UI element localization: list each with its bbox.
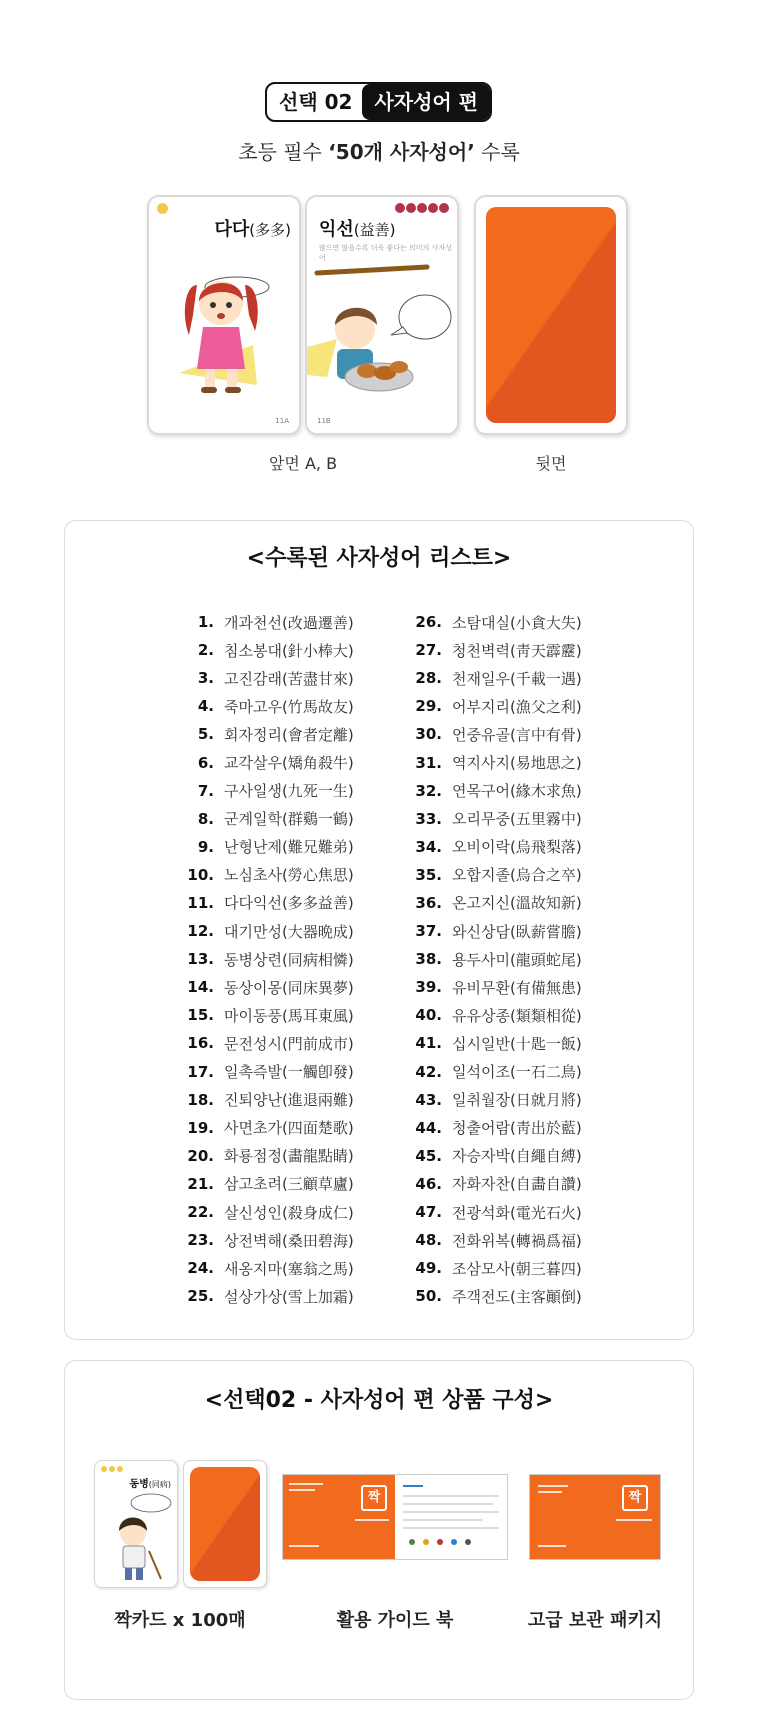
list-item — [180, 777, 354, 805]
list-item-idiom: 살신성인(殺身成仁) — [224, 1203, 354, 1222]
list-item-number: 3. — [197, 669, 214, 688]
badge-right: 사자성어 편 — [362, 84, 490, 120]
list-item — [408, 917, 582, 945]
list-item — [408, 1058, 582, 1086]
guide-book-page — [395, 1475, 507, 1559]
list-item-idiom: 다다익선(多多益善) — [224, 894, 354, 913]
list-item-idiom: 구사일생(九死一生) — [224, 782, 354, 801]
sample-card-front — [94, 1460, 178, 1588]
guide-book-cover — [283, 1475, 395, 1559]
sample-card-back — [183, 1460, 267, 1588]
list-item-idiom: 온고지신(溫故知新) — [452, 894, 582, 913]
list-item-idiom: 일촉즉발(一觸卽發) — [224, 1063, 354, 1082]
list-item-idiom: 고진감래(苦盡甘來) — [224, 669, 354, 688]
list-item — [408, 889, 582, 917]
level-dot-icon — [157, 203, 168, 214]
list-item-number: 26. — [415, 613, 442, 632]
list-item-number: 7. — [197, 781, 214, 800]
list-item-number: 11. — [187, 893, 214, 912]
list-item — [180, 664, 354, 692]
list-item-number: 50. — [415, 1287, 442, 1306]
list-item — [408, 608, 582, 636]
card-back — [474, 195, 628, 435]
card-back-face — [486, 207, 616, 423]
list-item-number: 30. — [415, 725, 442, 744]
list-item-number: 15. — [187, 1006, 214, 1025]
list-item-number: 6. — [197, 753, 214, 772]
brand-logo-icon: 짝 — [361, 1485, 387, 1511]
list-item — [180, 1001, 354, 1029]
list-item — [180, 1254, 354, 1282]
list-item — [180, 1142, 354, 1170]
list-item-number: 40. — [415, 1006, 442, 1025]
list-item — [408, 1254, 582, 1282]
list-item — [408, 748, 582, 776]
subtitle: 초등 필수 ‘50개 사자성어’ 수록 — [238, 140, 520, 164]
subtitle-highlight: ‘50개 사자성어’ — [328, 140, 475, 164]
card-b-number: 11B — [317, 417, 331, 425]
list-item — [408, 1282, 582, 1310]
list-item-idiom: 전화위복(轉禍爲福) — [452, 1231, 582, 1250]
storage-package-image — [529, 1474, 661, 1560]
list-item-number: 38. — [415, 950, 442, 969]
list-item — [408, 1142, 582, 1170]
front-caption: 앞면 A, B — [268, 454, 338, 473]
list-item — [180, 1170, 354, 1198]
list-item-number: 22. — [187, 1203, 214, 1222]
list-item — [408, 805, 582, 833]
list-item-number: 39. — [415, 978, 442, 997]
list-item-number: 44. — [415, 1118, 442, 1137]
list-item-idiom: 어부지리(漁父之利) — [452, 697, 582, 716]
sample-card-title: 동병(同病) — [129, 1479, 171, 1490]
list-item-number: 8. — [197, 809, 214, 828]
list-item-number: 47. — [415, 1203, 442, 1222]
list-item-idiom: 천재일우(千載一遇) — [452, 669, 582, 688]
list-item-idiom: 동병상련(同病相憐) — [224, 950, 354, 969]
level-dots-icon — [101, 1466, 123, 1472]
idiom-list-box — [64, 520, 694, 1340]
list-item — [408, 1086, 582, 1114]
list-item-idiom: 자화자찬(自畵自讚) — [452, 1175, 582, 1194]
list-item-number: 21. — [187, 1174, 214, 1193]
heart-icon — [417, 203, 427, 213]
package-logo-icon: 짝 — [622, 1485, 648, 1511]
list-item-idiom: 유비무환(有備無患) — [452, 978, 582, 997]
list-item-idiom: 일취월장(日就月將) — [452, 1091, 582, 1110]
product-title: <선택02 - 사자성어 편 상품 구성> — [204, 1388, 554, 1413]
list-item-idiom: 전광석화(電光石火) — [452, 1203, 582, 1222]
caption-guide-book: 활용 가이드 북 — [336, 1610, 454, 1631]
list-item-number: 24. — [187, 1259, 214, 1278]
list-item-idiom: 화룡점정(畵龍點睛) — [224, 1147, 354, 1166]
list-item-idiom: 와신상담(臥薪嘗膽) — [452, 922, 582, 941]
card-a-number: 11A — [275, 417, 289, 425]
list-item-number: 5. — [197, 725, 214, 744]
list-item-idiom: 유유상종(類類相從) — [452, 1006, 582, 1025]
list-item — [408, 833, 582, 861]
list-item-number: 45. — [415, 1146, 442, 1165]
list-item-idiom: 언중유골(言中有骨) — [452, 725, 582, 744]
card-b-title: 익선(益善) — [319, 219, 396, 240]
list-item-idiom: 일석이조(一石二鳥) — [452, 1063, 582, 1082]
list-item-number: 17. — [187, 1062, 214, 1081]
list-item-number: 31. — [415, 753, 442, 772]
list-item-idiom: 개과천선(改過遷善) — [224, 613, 354, 632]
girl-illustration — [149, 245, 301, 415]
list-item-number: 25. — [187, 1287, 214, 1306]
list-item — [180, 1029, 354, 1057]
list-item-idiom: 청천벽력(靑天霹靂) — [452, 641, 582, 660]
list-item-number: 42. — [415, 1062, 442, 1081]
sample-card-back-face — [190, 1467, 260, 1581]
list-item — [408, 636, 582, 664]
list-item-number: 20. — [187, 1146, 214, 1165]
list-item-idiom: 동상이몽(同床異夢) — [224, 978, 354, 997]
list-item — [408, 692, 582, 720]
list-item — [408, 664, 582, 692]
card-front-a — [147, 195, 301, 435]
list-item-idiom: 대기만성(大器晩成) — [224, 922, 354, 941]
list-item — [408, 777, 582, 805]
list-item-idiom: 새옹지마(塞翁之馬) — [224, 1259, 354, 1278]
list-item-number: 48. — [415, 1231, 442, 1250]
list-item-idiom: 역지사지(易地思之) — [452, 754, 582, 773]
list-item — [180, 636, 354, 664]
list-item-number: 43. — [415, 1090, 442, 1109]
list-item-idiom: 교각살우(矯角殺牛) — [224, 754, 354, 773]
list-item — [180, 1114, 354, 1142]
list-item-number: 35. — [415, 865, 442, 884]
heart-icon — [439, 203, 449, 213]
list-item-idiom: 상전벽해(桑田碧海) — [224, 1231, 354, 1250]
list-item-idiom: 십시일반(十匙一飯) — [452, 1034, 582, 1053]
list-item — [180, 748, 354, 776]
list-title: <수록된 사자성어 리스트> — [246, 546, 512, 571]
series-badge — [265, 82, 492, 122]
list-item-idiom: 진퇴양난(進退兩難) — [224, 1091, 354, 1110]
list-item-number: 49. — [415, 1259, 442, 1278]
list-item-number: 29. — [415, 697, 442, 716]
list-item-number: 41. — [415, 1034, 442, 1053]
list-item — [408, 1029, 582, 1057]
caption-package: 고급 보관 패키지 — [527, 1610, 663, 1631]
list-item-idiom: 오리무중(五里霧中) — [452, 810, 582, 829]
list-item — [408, 1226, 582, 1254]
heart-icon — [395, 203, 405, 213]
list-item-number: 27. — [415, 641, 442, 660]
list-item-idiom: 연목구어(緣木求魚) — [452, 782, 582, 801]
list-item — [408, 1170, 582, 1198]
badge-left: 선택 02 — [279, 90, 353, 114]
list-item-number: 13. — [187, 950, 214, 969]
list-item-idiom: 군계일학(群鷄一鶴) — [224, 810, 354, 829]
list-item-idiom: 회자정리(會者定離) — [224, 725, 354, 744]
list-item — [408, 1001, 582, 1029]
list-item-number: 34. — [415, 837, 442, 856]
idiom-list-column-2 — [408, 608, 582, 1310]
list-item-idiom: 문전성시(門前成市) — [224, 1034, 354, 1053]
back-caption: 뒷면 — [535, 454, 567, 473]
card-b-description: 많으면 많을수록 더욱 좋다는 의미의 사자성어 — [319, 244, 452, 262]
list-item-idiom: 사면초가(四面楚歌) — [224, 1119, 354, 1138]
list-item — [180, 692, 354, 720]
list-item-number: 46. — [415, 1174, 442, 1193]
list-item-number: 36. — [415, 893, 442, 912]
list-item — [180, 833, 354, 861]
list-item-number: 9. — [197, 837, 214, 856]
list-item-number: 12. — [187, 922, 214, 941]
list-item — [408, 1198, 582, 1226]
list-item-number: 28. — [415, 669, 442, 688]
list-item-number: 14. — [187, 978, 214, 997]
list-item-idiom: 소탐대실(小貪大失) — [452, 613, 582, 632]
list-item-number: 32. — [415, 781, 442, 800]
list-item-number: 23. — [187, 1231, 214, 1250]
caption-cards: 짝카드 x 100매 — [114, 1610, 246, 1631]
list-item-number: 4. — [197, 697, 214, 716]
list-item-idiom: 청출어람(靑出於藍) — [452, 1119, 582, 1138]
list-item-idiom: 삼고초려(三顧草廬) — [224, 1175, 354, 1194]
list-item — [180, 973, 354, 1001]
list-item — [408, 861, 582, 889]
list-item-number: 1. — [197, 613, 214, 632]
list-item — [180, 945, 354, 973]
heart-icon — [428, 203, 438, 213]
list-item — [180, 720, 354, 748]
card-front-b — [305, 195, 459, 435]
chicken-girl-illustration — [307, 257, 459, 427]
heart-icon — [406, 203, 416, 213]
list-item-idiom: 마이동풍(馬耳東風) — [224, 1006, 354, 1025]
list-item-idiom: 난형난제(難兄難弟) — [224, 838, 354, 857]
list-item-number: 10. — [187, 865, 214, 884]
list-item-idiom: 조삼모사(朝三暮四) — [452, 1259, 582, 1278]
list-item-idiom: 주객전도(主客顚倒) — [452, 1287, 582, 1306]
list-item-number: 19. — [187, 1118, 214, 1137]
list-item — [180, 1198, 354, 1226]
rating-hearts — [395, 203, 449, 213]
list-item — [180, 1058, 354, 1086]
list-item-number: 2. — [197, 641, 214, 660]
list-item-idiom: 침소봉대(針小棒大) — [224, 641, 354, 660]
list-item — [180, 917, 354, 945]
list-item-idiom: 설상가상(雪上加霜) — [224, 1287, 354, 1306]
guide-book-image — [282, 1474, 508, 1560]
list-item-number: 37. — [415, 922, 442, 941]
list-item — [180, 889, 354, 917]
list-item — [408, 973, 582, 1001]
idiom-list-column-1 — [180, 608, 354, 1310]
list-item — [180, 1282, 354, 1310]
list-item-idiom: 자승자박(自繩自縛) — [452, 1147, 582, 1166]
list-item-idiom: 죽마고우(竹馬故友) — [224, 697, 354, 716]
list-item — [180, 861, 354, 889]
list-item-number: 16. — [187, 1034, 214, 1053]
list-item — [180, 608, 354, 636]
guide-dots-icon — [409, 1539, 471, 1545]
list-item — [180, 1226, 354, 1254]
list-item — [180, 805, 354, 833]
list-item — [408, 945, 582, 973]
list-item-number: 18. — [187, 1090, 214, 1109]
boy-illustration — [95, 1489, 178, 1588]
list-item — [180, 1086, 354, 1114]
list-item-idiom: 오합지졸(烏合之卒) — [452, 866, 582, 885]
list-item-idiom: 오비이락(烏飛梨落) — [452, 838, 582, 857]
list-item — [408, 720, 582, 748]
list-item — [408, 1114, 582, 1142]
list-item-idiom: 용두사미(龍頭蛇尾) — [452, 950, 582, 969]
list-item-number: 33. — [415, 809, 442, 828]
list-item-idiom: 노심초사(勞心焦思) — [224, 866, 354, 885]
card-a-title: 다다(多多) — [214, 219, 291, 240]
